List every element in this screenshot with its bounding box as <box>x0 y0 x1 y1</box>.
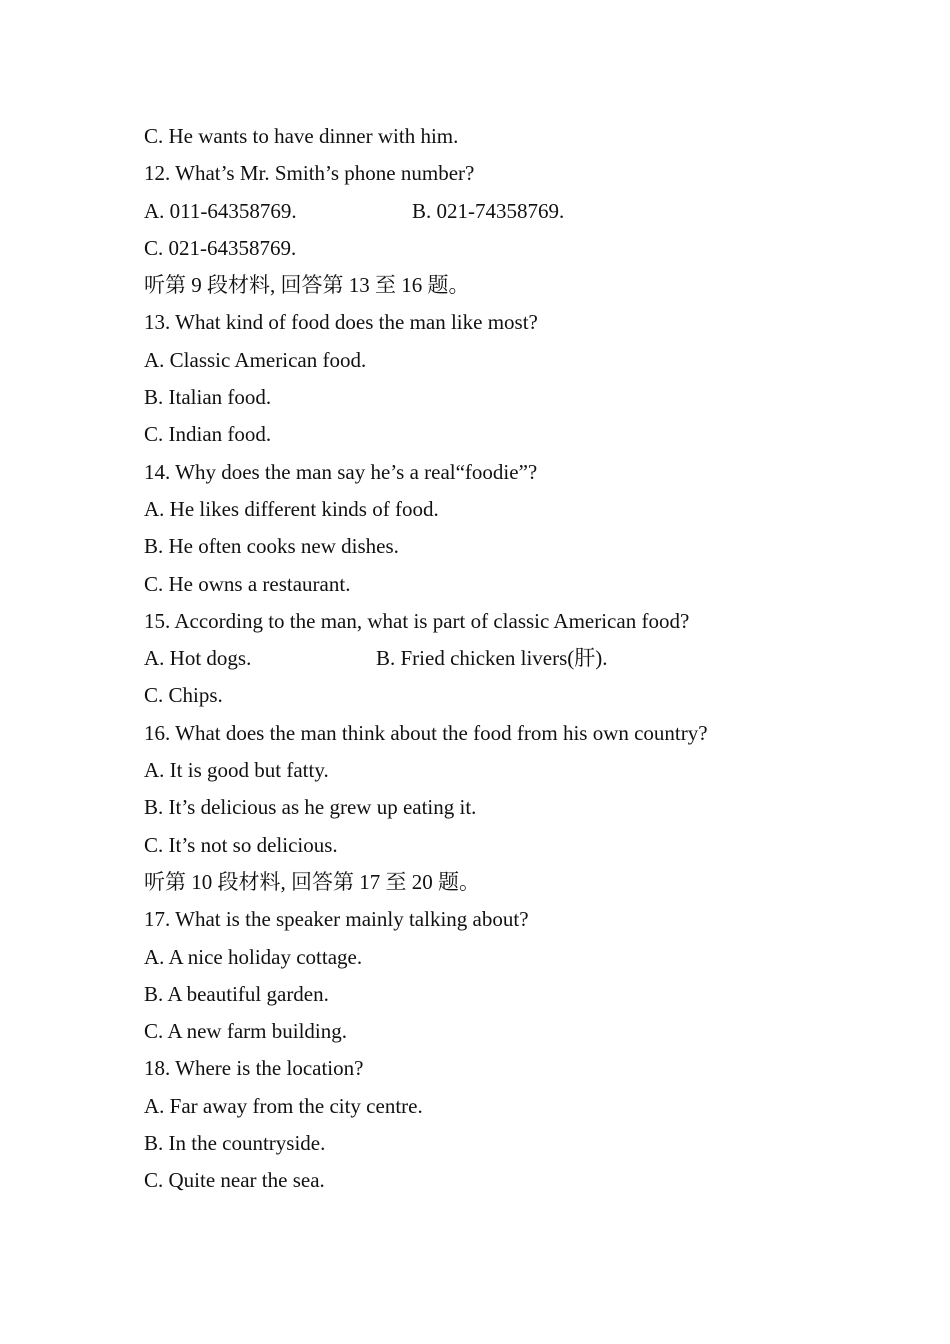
option-13c: C. Indian food. <box>144 422 272 447</box>
option-14a: A. He likes different kinds of food. <box>144 496 439 521</box>
option-13b: B. Italian food. <box>144 385 272 410</box>
option-12b: B. 021-74358769. <box>412 198 565 223</box>
option-18a: A. Far away from the city centre. <box>144 1093 423 1118</box>
question-12: 12. What’s Mr. Smith’s phone number? <box>144 161 475 186</box>
section-heading-9: 听第 9 段材料, 回答第 13 至 16 题。 <box>144 273 470 298</box>
question-18: 18. Where is the location? <box>144 1056 364 1081</box>
option-16c: C. It’s not so delicious. <box>144 832 338 857</box>
question-14: 14. Why does the man say he’s a real“foodie”? <box>144 459 538 484</box>
options-row-15 <box>144 640 864 677</box>
option-12c: C. 021-64358769. <box>144 235 297 260</box>
option-14c: C. He owns a restaurant. <box>144 571 351 596</box>
options-row-12 <box>144 193 864 230</box>
option-16a: A. It is good but fatty. <box>144 758 329 783</box>
option-14b: B. He often cooks new dishes. <box>144 534 399 559</box>
option-16b: B. It’s delicious as he grew up eating it. <box>144 795 477 820</box>
option-12a: A. 011-64358769. <box>144 198 297 223</box>
option-11c: C. He wants to have dinner with him. <box>144 124 459 148</box>
option-18b: B. In the countryside. <box>144 1131 326 1156</box>
question-13: 13. What kind of food does the man like most? <box>144 310 538 335</box>
option-18c: C. Quite near the sea. <box>144 1168 325 1193</box>
question-17: 17. What is the speaker mainly talking about? <box>144 907 529 932</box>
question-16: 16. What does the man think about the food from his own country? <box>144 720 708 745</box>
option-15c: C. Chips. <box>144 683 223 708</box>
option-15a: A. Hot dogs. <box>144 646 252 671</box>
document-content <box>144 118 864 1200</box>
option-15b: B. Fried chicken livers(肝). <box>376 646 608 671</box>
option-13a: A. Classic American food. <box>144 347 367 372</box>
option-17b: B. A beautiful garden. <box>144 981 329 1006</box>
option-17a: A. A nice holiday cottage. <box>144 944 363 969</box>
question-15: 15. According to the man, what is part of classic American food? <box>144 608 690 633</box>
section-heading-10: 听第 10 段材料, 回答第 17 至 20 题。 <box>144 869 480 894</box>
option-17c: C. A new farm building. <box>144 1019 347 1044</box>
